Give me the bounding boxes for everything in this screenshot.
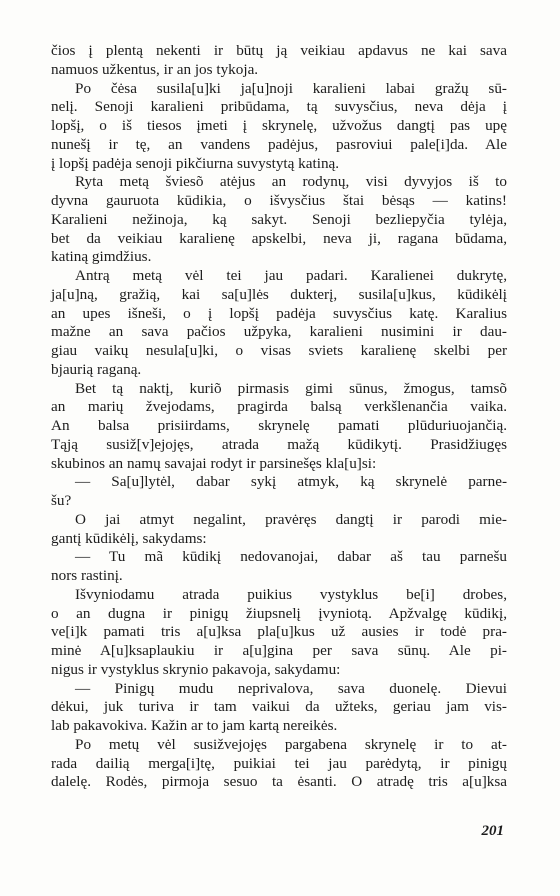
text-line: Bet tą naktį, kuriõ pirmasis gimi sūnus, žmogus, tamsõ <box>75 379 507 397</box>
text-line: lab pakavokiva. Kažin ar to jam kartą nereikės. <box>51 717 338 734</box>
text-line: katiną gimdžius. <box>51 248 152 266</box>
text-line: an marių žvejodams, pragirda balsą verkšlenančia vaika. <box>51 398 507 416</box>
text-line: bet da veikiau karalienę apskelbi, neva ji, ragana būdama, <box>51 229 507 247</box>
text-line: nors rastinį. <box>51 567 123 584</box>
text-line: rada dailią merga[i]tę, puikiai tei jau parėdytą, ir pinigų <box>51 754 507 772</box>
text-line: šu? <box>51 492 72 509</box>
text-line: ve[i]k pamati tris a[u]ksa pla[u]kus už ausies ir todė pra- <box>51 623 507 641</box>
text-line: Tąją susiž[v]ejojęs, atrada mažą kūdikytį. Prasidžiugęs <box>51 435 507 453</box>
text-line: dyvna gauruota kūdikia, o išvysčius štai bėsąs — katins! <box>51 192 507 209</box>
text-line: nelį. Senoji karalieni pribūdama, tą suvysčius, neva dėja į <box>51 98 507 116</box>
text-line: Ryta metą šviesõ atėjus an rodynų, visi dyvyjos iš to <box>75 173 507 191</box>
text-line: ja[u]ną, gražią, kai sa[u]lės dukterį, susila[u]kus, kūdikėlį <box>51 285 507 303</box>
text-line: Antrą metą vėl tei jau padari. Karalienei dukrytę, <box>75 267 507 284</box>
text-line: — Tu mã kūdikį nedovanojai, dabar aš tau parnešu <box>75 548 507 566</box>
page-number: 201 <box>481 823 504 839</box>
text-line: o an dugna ir pinigų žiupsnelį įvyniotą. Apžvalgę kūdikį, <box>51 604 507 622</box>
text-line: bjaurią raganą. <box>51 360 142 378</box>
text-line: O jai atmyt negalint, pravėręs dangtį ir parodi mie- <box>75 510 507 528</box>
text-line: namuos užkentus, ir an jos tykoja. <box>51 60 259 78</box>
text-line: gantį kūdikėlį, sakydams: <box>51 529 207 547</box>
text-line: Po metų vėl susižvejojęs pargabena skrynelę ir to at- <box>75 735 507 753</box>
text-line: skubinos an namų savajai rodyt ir parsinešęs kla[u]si: <box>51 454 377 472</box>
text-line: Po čėsa susila[u]ki ja[u]noji karalieni labai gražų sū- <box>75 79 507 97</box>
text-line: An balsa prisiirdams, skrynelę pamati plūduriuojančią. <box>51 417 507 434</box>
text-line: — Sa[u]lytėl, dabar sykį atmyk, ką skrynelė parne- <box>75 473 507 491</box>
text-line: Karalieni nežinoja, ką sakyt. Senoji bezliepyčia tylėja, <box>51 210 507 228</box>
text-line: čios į plentą nekenti ir būtų ją veikiau apdavus ne kai sava <box>51 42 507 59</box>
text-line: giau vaikų nesula[u]ki, o visas sviets karalienę skelbi per <box>51 342 507 359</box>
text-line: nunešį ir tę, an vandens padėjus, pasroviui pale[i]da. Ale <box>51 135 507 153</box>
text-line: an upes išneši, o į lopšį padėja suvysčius katę. Karalius <box>51 304 507 322</box>
text-line: minė A[u]ksaplaukiu ir a[u]gina per sava sūnų. Ale pi- <box>51 642 507 659</box>
text-line: nigus ir vystyklus skrynio pakavoja, sakydamu: <box>51 660 341 678</box>
text-line: mažne an sava pačios užpyka, karalieni nusimini ir dau- <box>51 323 507 341</box>
text-line: Išvyniodamu atrada puikius vystyklus be[i] drobes, <box>75 585 507 603</box>
text-line: — Pinigų mudu neprivalova, sava duonelę. Dievui <box>75 679 507 697</box>
body-text <box>51 42 507 792</box>
text-line: dėkui, juk turiva ir tam vaikui da užteks, geriau jam vis- <box>51 698 507 716</box>
text-line: lopšį, o iš tiesos įmeti į skrynelę, užvožus dangtį pas upę <box>51 117 507 134</box>
text-line: į lopšį padėja senoji pikčiurna suvystytą katiną. <box>51 154 340 172</box>
text-line: dalelę. Rodės, pirmoja sesuo ta ėsanti. O atradę tris a[u]ksa <box>51 773 507 791</box>
